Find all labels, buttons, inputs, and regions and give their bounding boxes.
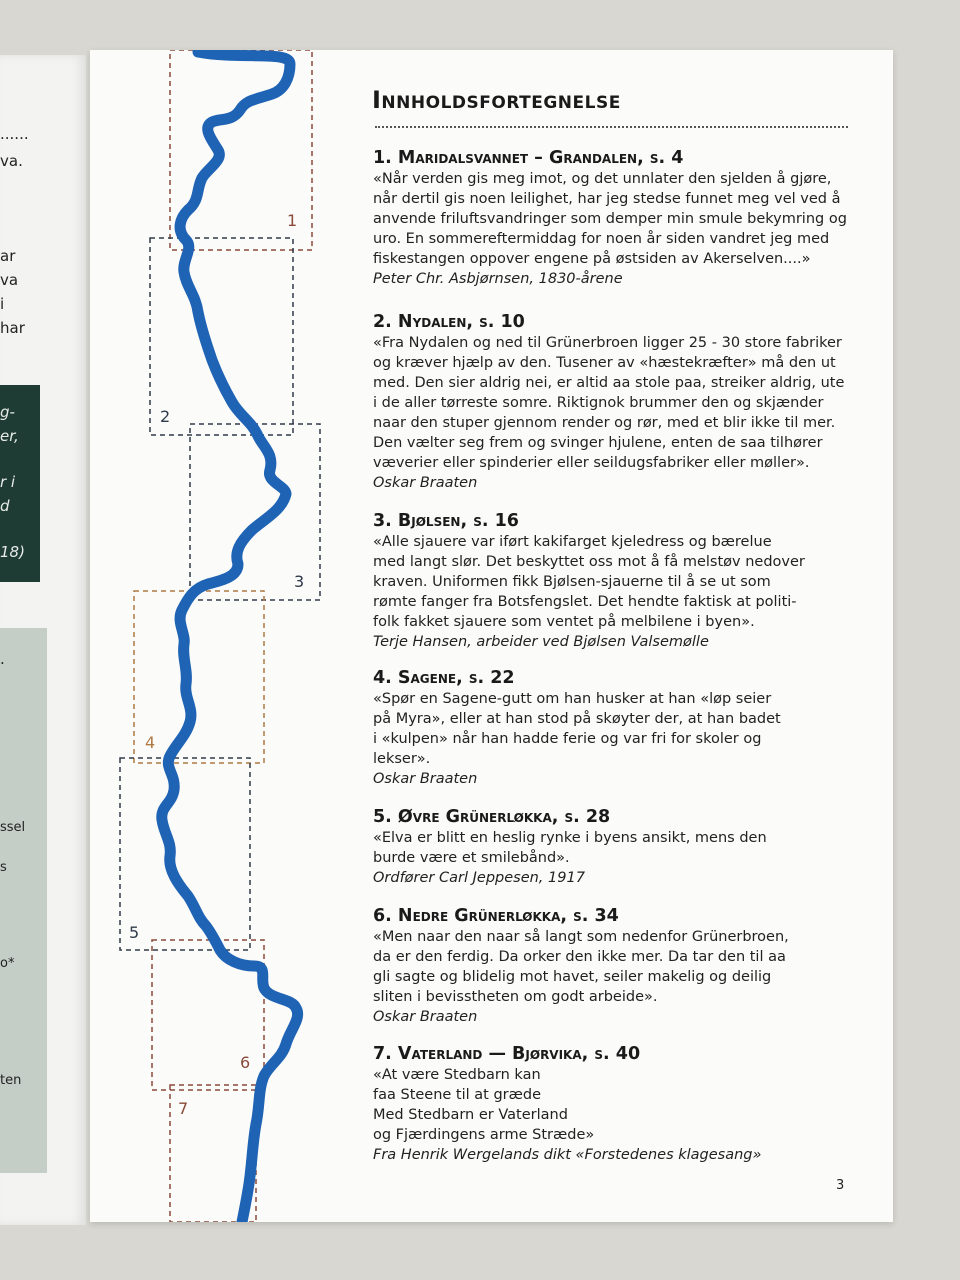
quote-line: og Fjærdingens arme Stræde» xyxy=(373,1127,595,1143)
left-page-text-line: har xyxy=(0,319,25,337)
quote-line: på Myra», eller at han stod på skøyter der, at han badet xyxy=(373,711,781,727)
section-label-7: 7 xyxy=(178,1099,189,1118)
quote-line: kraven. Uniformen fikk Bjølsen-sjauerne til å se ut som xyxy=(373,574,771,590)
quote-line: Den vælter seg frem og svinger hjulene, enten de saa tilhører xyxy=(373,435,823,451)
quote-line: «Elva er blitt en heslig rynke i byens ansikt, mens den xyxy=(373,830,767,846)
quote-line: «Men naar den naar så langt som nedenfor Grünerbroen, xyxy=(373,929,789,945)
quote-line: gli sagte og blidelig mot havet, seiler makelig og deilig xyxy=(373,969,772,985)
left-page-text-line: ...... xyxy=(0,125,29,143)
quote-line: «Spør en Sagene-gutt om han husker at han «løp seier xyxy=(373,691,772,707)
entry-source: Ordfører Carl Jeppesen, 1917 xyxy=(373,870,585,886)
left-page-sidebar-line: ten xyxy=(0,1073,22,1088)
left-page-quote-line: 18) xyxy=(0,543,25,561)
toc-entry-5 xyxy=(373,806,848,888)
entry-source: Oskar Braaten xyxy=(373,1009,478,1025)
quote-line: «Fra Nydalen og ned til Grünerbroen ligger 25 - 30 store fabriker xyxy=(373,335,842,351)
quote-line: med. Den sier aldrig nei, er altid aa stole paa, streiker aldrig, ute xyxy=(373,375,845,391)
quote-line: folk fakket sjauere som ventet på melbilene i byen». xyxy=(373,614,755,630)
entry-heading: 3. Bjølsen, s. 16 xyxy=(373,511,519,531)
quote-line: fiskestangen oppover engene på østsiden av Akerselven....» xyxy=(373,251,811,267)
left-page-quote-line: r i xyxy=(0,473,16,491)
toc-entry-7 xyxy=(373,1043,848,1165)
entry-quote xyxy=(373,1065,848,1145)
left-page-sidebar-line: ssel xyxy=(0,820,26,835)
quote-line: naar den stuper gjennom render og rør, med et blir ikke til mer. xyxy=(373,415,836,431)
quote-line: Med Stedbarn er Vaterland xyxy=(373,1107,568,1123)
quote-line: sliten i bevisstheten om godt arbeide». xyxy=(373,989,658,1005)
left-page-quote-line: g- xyxy=(0,403,15,421)
toc-entry-3 xyxy=(373,510,848,652)
page-number: 3 xyxy=(836,1178,845,1193)
entry-heading: 4. Sagene, s. 22 xyxy=(373,668,515,688)
entry-source: Peter Chr. Asbjørnsen, 1830-årene xyxy=(373,271,623,287)
left-page-sidebar-line: . xyxy=(0,650,5,668)
left-page-text-line: i xyxy=(0,295,5,313)
quote-line: rømte fanger fra Botsfengslet. Det hendte faktisk at politi- xyxy=(373,594,797,610)
entry-quote xyxy=(373,333,848,473)
left-page-quote-line: er, xyxy=(0,427,19,445)
entry-heading: 2. Nydalen, s. 10 xyxy=(373,312,525,332)
quote-line: anvende friluftsvandringer som demper min smule bekymring og xyxy=(373,211,847,227)
quote-line: lekser». xyxy=(373,751,431,767)
left-page-text-line: va xyxy=(0,271,19,289)
entry-source: Terje Hansen, arbeider ved Bjølsen Valsemølle xyxy=(373,634,709,650)
entry-heading: 5. Øvre Grünerløkka, s. 28 xyxy=(373,807,611,827)
left-page-sidebar-line: s xyxy=(0,860,7,875)
left-page-sidebar-box xyxy=(0,628,47,1173)
entry-heading: 7. Vaterland — Bjørvika, s. 40 xyxy=(373,1044,641,1064)
entry-quote xyxy=(373,532,848,632)
entry-quote xyxy=(373,169,848,269)
quote-line: burde være et smilebånd». xyxy=(373,850,570,866)
section-label-6: 6 xyxy=(240,1053,251,1072)
section-label-3: 3 xyxy=(294,572,305,591)
toc-entry-4 xyxy=(373,667,848,789)
quote-line: når dertil gis noen leilighet, har jeg stedse funnet meg vel ved å xyxy=(373,191,841,207)
section-label-1: 1 xyxy=(287,211,298,230)
entry-source: Oskar Braaten xyxy=(373,771,478,787)
river-path xyxy=(162,52,298,1222)
entry-quote xyxy=(373,927,848,1007)
section-label-4: 4 xyxy=(145,733,156,752)
river-map xyxy=(90,50,330,1222)
left-page-sidebar-line: o* xyxy=(0,956,15,971)
quote-line: faa Steene til at græde xyxy=(373,1087,541,1103)
quote-line: væverier eller spinderier eller seildugsfabriker eller møller». xyxy=(373,455,810,471)
entry-source: Oskar Braaten xyxy=(373,475,478,491)
quote-line: uro. En sommereftermiddag for noen år siden vandret jeg med xyxy=(373,231,830,247)
quote-line: og kræver hjælp av den. Tusener av «hæstekræfter» må den ut xyxy=(373,355,836,371)
quote-line: i «kulpen» når han hadde ferie og var fri for skoler og xyxy=(373,731,762,747)
quote-line: «Når verden gis meg imot, og det unnlater den sjelden å gjøre, xyxy=(373,171,832,187)
entry-quote xyxy=(373,828,848,868)
left-page-text-line: va. xyxy=(0,152,23,170)
quote-line: «At være Stedbarn kan xyxy=(373,1067,541,1083)
quote-line: i de aller tørreste somre. Riktignok brummer den og skjænder xyxy=(373,395,824,411)
section-box-2 xyxy=(150,238,293,435)
entry-heading: 1. Maridalsvannet – Grandalen, s. 4 xyxy=(373,148,684,168)
toc-entry-2 xyxy=(373,311,848,493)
entry-heading: 6. Nedre Grünerløkka, s. 34 xyxy=(373,906,619,926)
toc-entry-6 xyxy=(373,905,848,1027)
left-page-text-line: ar xyxy=(0,247,16,265)
entry-source: Fra Henrik Wergelands dikt «Forstedenes klagesang» xyxy=(373,1147,762,1163)
left-page xyxy=(0,55,86,1225)
quote-line: «Alle sjauere var iført kakifarget kjeledress og bærelue xyxy=(373,534,772,550)
toc-entry-1 xyxy=(373,147,848,289)
quote-line: da er den ferdig. Da orker den ikke mer. Da tar den til aa xyxy=(373,949,786,965)
left-page-quote-line: d xyxy=(0,497,10,515)
entry-quote xyxy=(373,689,848,769)
quote-line: med langt slør. Det beskyttet oss mot å få melstøv nedover xyxy=(373,554,805,570)
title-divider xyxy=(375,126,848,128)
left-page-quote-box xyxy=(0,385,40,582)
section-label-2: 2 xyxy=(160,407,171,426)
toc-title: Innholdsfortegnelse xyxy=(372,86,621,114)
section-label-5: 5 xyxy=(129,923,140,942)
section-box-5 xyxy=(120,758,250,950)
